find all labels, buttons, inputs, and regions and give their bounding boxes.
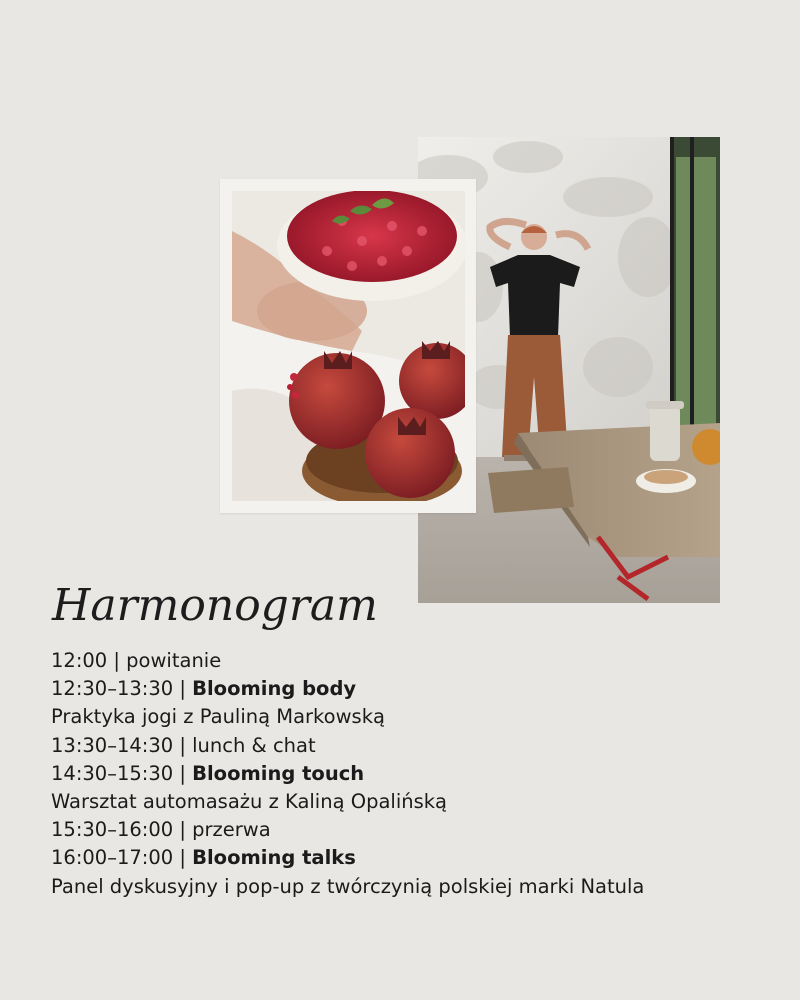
photo-frame (220, 179, 476, 513)
page-title (50, 564, 470, 660)
photo-pomegranates (232, 191, 465, 501)
schedule-list (51, 647, 771, 901)
schedule-item: 15:30–16:00 | przerwa (51, 818, 271, 842)
schedule-item: 14:30–15:30 | Blooming touch (51, 761, 365, 785)
schedule-item: 12:00 | powitanie (51, 649, 222, 672)
schedule-description: Praktyka jogi z Pauliną Markowską (51, 705, 385, 729)
schedule-description: Warsztat automasażu z Kaliną Opalińską (51, 790, 448, 814)
schedule-item: 16:00–17:00 | Blooming talks (51, 846, 356, 870)
page-title-text: Harmonogram (52, 580, 378, 631)
schedule-item: 12:30–13:30 | Blooming body (51, 677, 357, 701)
schedule-item: 13:30–14:30 | lunch & chat (51, 733, 316, 757)
schedule-description: Panel dyskusyjny i pop-up z twórczynią polskiej marki Natula (51, 874, 645, 898)
